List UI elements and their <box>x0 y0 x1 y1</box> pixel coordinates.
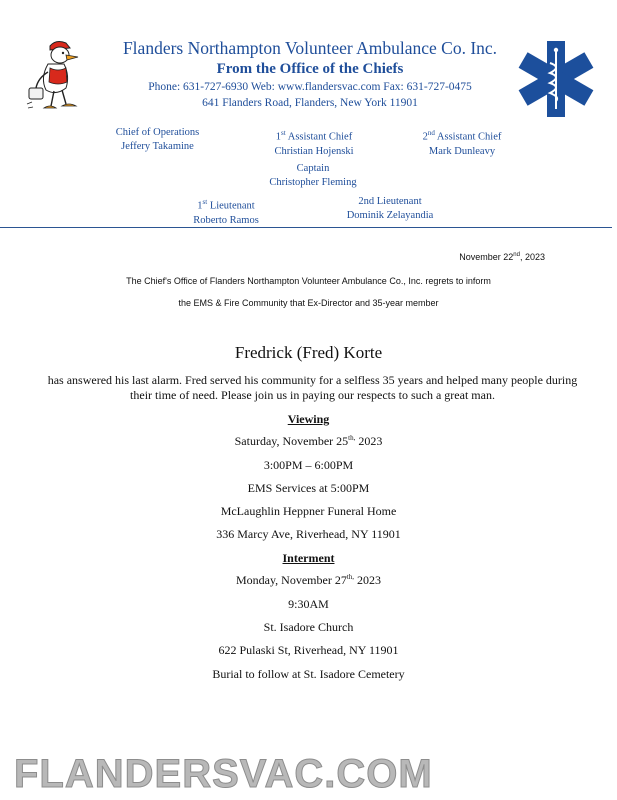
viewing-time: 3:00PM – 6:00PM <box>263 458 354 472</box>
captain <box>250 162 376 190</box>
office-title: From the Office of the Chiefs <box>216 61 404 77</box>
staff-name: Dominik Zelayandia <box>346 210 434 221</box>
staff-title-ordinal: 1 <box>275 131 282 143</box>
intro-line-1: The Chief's Office of Flanders Northampton Volunteer Ambulance Co., Inc. regrets to inform <box>126 276 491 286</box>
staff-name: Jeffery Takamine <box>121 141 194 152</box>
staff-title-ordinal: 2 <box>422 131 428 143</box>
second-assistant-chief <box>408 126 516 159</box>
header-divider <box>0 227 612 228</box>
date-text: Monday, November 27 <box>235 573 347 587</box>
first-lieutenant <box>174 195 278 228</box>
address-line: 641 Flanders Road, Flanders, New York 11901 <box>202 97 418 109</box>
staff-title: Assistant Chief <box>434 131 502 143</box>
staff-title: Lieutenant <box>207 200 255 212</box>
site-watermark: FLANDERSVAC.COM <box>14 752 433 796</box>
viewing-address: 336 Marcy Ave, Riverhead, NY 11901 <box>216 527 401 541</box>
viewing-heading: Viewing <box>287 412 330 426</box>
staff-name: Christian Hojenski <box>274 145 354 157</box>
staff-title: Chief of Operations <box>115 127 200 138</box>
date-sup: th, <box>348 434 356 442</box>
first-assistant-chief <box>252 126 376 159</box>
staff-title-sup: nd <box>427 129 435 137</box>
staff-title-sup: st <box>281 129 286 137</box>
chief-of-operations <box>100 126 215 154</box>
interment-address: 622 Pulaski St, Riverhead, NY 11901 <box>218 643 399 657</box>
staff-title: Captain <box>296 163 330 174</box>
interment-venue: St. Isadore Church <box>263 620 354 634</box>
intro-line-2: the EMS & Fire Community that Ex-Director and 35-year member <box>178 298 439 308</box>
interment-time: 9:30AM <box>288 597 329 611</box>
date-sup: th, <box>346 573 355 581</box>
date-year: 2023 <box>355 434 383 448</box>
notice-date <box>459 252 545 262</box>
date-year: 2023 <box>354 573 382 587</box>
staff-name: Mark Dunleavy <box>428 145 496 157</box>
staff-title-ordinal: 1 <box>197 200 203 212</box>
viewing-date <box>0 434 617 449</box>
deceased-name: Fredrick (Fred) Korte <box>234 343 383 362</box>
staff-title: Assistant Chief <box>285 131 353 143</box>
staff-name: Christopher Fleming <box>269 177 357 188</box>
interment-heading: Interment <box>282 551 335 565</box>
interment-date <box>0 573 617 588</box>
viewing-venue: McLaughlin Heppner Funeral Home <box>220 504 397 518</box>
staff-title-sup: st <box>202 198 208 206</box>
date-year: , 2023 <box>519 252 545 262</box>
org-name: Flanders Northampton Volunteer Ambulance Co. Inc. <box>122 38 498 58</box>
second-lieutenant <box>332 195 448 223</box>
tribute-paragraph: has answered his last alarm. Fred served his community for a selfless 35 years and helped many people during their time of need. Please join us in paying our respects to such a great man. <box>47 373 578 402</box>
date-sup: nd <box>513 252 520 258</box>
viewing-ems: EMS Services at 5:00PM <box>247 481 370 495</box>
date-text: November 22 <box>459 252 514 262</box>
contact-line: Phone: 631-727-6930 Web: www.flandersvac.com Fax: 631-727-0475 <box>148 81 472 93</box>
staff-title: 2nd Lieutenant <box>358 196 422 207</box>
staff-name: Roberto Ramos <box>193 214 259 226</box>
burial-note: Burial to follow at St. Isadore Cemetery <box>212 667 405 681</box>
star-of-life-icon <box>516 40 596 118</box>
duck-mascot-icon <box>26 38 84 116</box>
date-text: Saturday, November 25 <box>234 434 349 448</box>
